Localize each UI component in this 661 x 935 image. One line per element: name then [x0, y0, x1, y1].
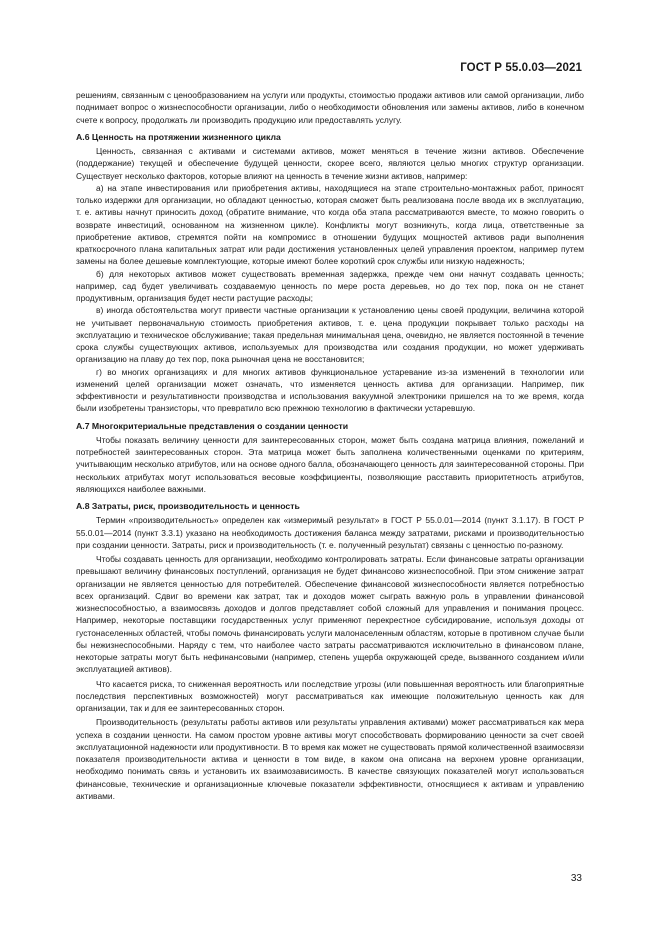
paragraph-continuation: решениям, связанным с ценообразованием на услуги или продукты, стоимостью продажи активов или самой организации, либо поднимает вопрос о жизнеспособности организации, либо о необходимости обновления или замены активов, либо в конечном счете к вопросу, продолжать ли производить продукцию или предоставлять услугу.	[76, 90, 584, 125]
paragraph: Термин «производительность» определен как «измеримый результат» в ГОСТ Р 55.0.01—2014 (пункт 3.1.17). В ГОСТ Р 55.0.01—2014 (пункт 3.3.1) указано на необходимость достижения баланса между затратами, рисками и производительностью при создании ценности. Затраты, риск и производительность (т. е. полученный результат) связаны с ценностью по-разному.	[76, 515, 584, 550]
paragraph: Чтобы создавать ценность для организации, необходимо контролировать затраты. Если финансовые затраты организации превышают величину финансовых поступлений, организация не будет финансово жизнеспособной. При этом снижение затрат организации не является ценностью для потребителей. Обеспечение финансовой жизнеспособности является потребностью всех организаций. Сдвиг во времени как затрат, так и доходов может сыграть важную роль в управлении финансовой жизнеспособностью, а взаимосвязь доходов и долгов представляет собой сложный для управления и понимания процесс. Например, некоторые поставщики государственных услуг применяют перекрестное субсидирование, используя доходы от густонаселенных областей, чтобы помочь финансировать услуги малонаселенным областям, которые в противном случае были бы нежизнеспособными. Наряду с тем, что наиболее часто затраты рассматриваются исключительно в финансовом плане, некоторые затраты могут быть нефинансовыми (например, степень ущерба окружающей среде, вызванного созданием и/или эксплуатацией активов).	[76, 554, 584, 675]
list-item-v: в) иногда обстоятельства могут привести частные организации к установлению цены своей продукции, величина которой не учитывает первоначальную стоимость приобретения активов, т. е. цена продукции покрывает только расходы на эксплуатацию и техническое обслуживание; такая предельная минимальная цена, очевидно, не является постоянной в течение срока службы существующих активов, используемых для производства или создания продукции, но может удерживать организацию на плаву до тех пор, пока рыночная цена не восстановится;	[76, 305, 584, 365]
paragraph: Что касается риска, то сниженная вероятность или последствие угрозы (или повышенная вероятность или благоприятные последствия перспективных возможностей) могут рассматриваться как имеющие положительную ценность как для организации, так и для ее заинтересованных сторон.	[76, 678, 584, 713]
paragraph: Чтобы показать величину ценности для заинтересованных сторон, может быть создана матрица влияния, пожеланий и потребностей заинтересованных сторон. Эта матрица может быть заполнена количественными оценками по критериям, учитывающим несколько атрибутов, или на основе одного балла, обозначающего ценность для заинтересованной стороны. При нескольких атрибутах могут использоваться весовые коэффициенты, позволяющие расставить приоритетность атрибутов, являющихся наиболее важными.	[76, 434, 584, 494]
page-content	[76, 89, 584, 802]
paragraph: Ценность, связанная с активами и системами активов, может меняться в течение жизни активов. Обеспечение (поддержание) текущей и обеспечение будущей ценности, скорее всего, являются целью многих структур организации. Существует несколько факторов, которые влияют на ценность в течение жизни активов, например:	[76, 146, 584, 181]
section-heading-a7: А.7 Многокритериальные представления о создании ценности	[76, 420, 349, 431]
paragraph: Производительность (результаты работы активов или результаты управления активами) может рассматриваться как мера успеха в создании ценности. На самом простом уровне активы могут способствовать формированию ценности за счет своей эксплуатационной надежности или продуктивности. В то время как может не существовать прямой количественной взаимосвязи показателя производительности актива и ценности в том виде, в каком она описана на верхнем уровне организации, необходимо понимать связь и установить их взаимозависимость. В качестве связующих показателей могут использоваться финансовые, технические и организационные ключевые показатели эффективности, относящиеся к активам и управлению активами.	[76, 717, 584, 801]
list-item-g: г) во многих организациях и для многих активов функциональное устаревание из-за изменений в технологии или изменений целей организации может означать, что изменяется ценность актива для организации. Например, пик эффективности и результативности производства и использования вакуумной электроники пришелся на то же время, когда были изобретены транзисторы, что превратило всю прежнюю технологию в фактически устаревшую.	[76, 366, 584, 414]
section-heading-a6: А.6 Ценность на протяжении жизненного цикла	[76, 131, 281, 142]
section-heading-a8: А.8 Затраты, риск, производительность и ценность	[76, 501, 300, 511]
list-item-b: б) для некоторых активов может существовать временная задержка, прежде чем они начнут создавать ценность; например, сад будет увеличивать создаваемую ценность по мере роста деревьев, но до тех пор, пока он не станет продуктивным, организация будет нести растущие расходы;	[76, 268, 584, 303]
document-number: ГОСТ Р 55.0.03—2021	[460, 62, 582, 74]
page-number: 33	[570, 873, 582, 884]
list-item-a: а) на этапе инвестирования или приобретения активы, находящиеся на этапе строительно-монтажных работ, приносят только издержки для организации, но обладают ценностью, которая сможет быть реализована после ввода их в эксплуатацию, т. е. активы начнут приносить доход (обратите внимание, что когда оба этапа рассматриваются вместе, то можно говорить о возврате инвестиций, основанном на жизненном цикле). Конфликты могут возникнуть, когда лица, ответственные за приобретение активов, стремятся пойти на компромисс в отношении будущих мощностей активов ради выполнения краткосрочного плана капитальных затрат или ради достижения установленных целей управления проектом, например путем замены на более дешевые комплектующие, которые имеют более короткий срок службы или низкую надежность;	[76, 182, 584, 267]
